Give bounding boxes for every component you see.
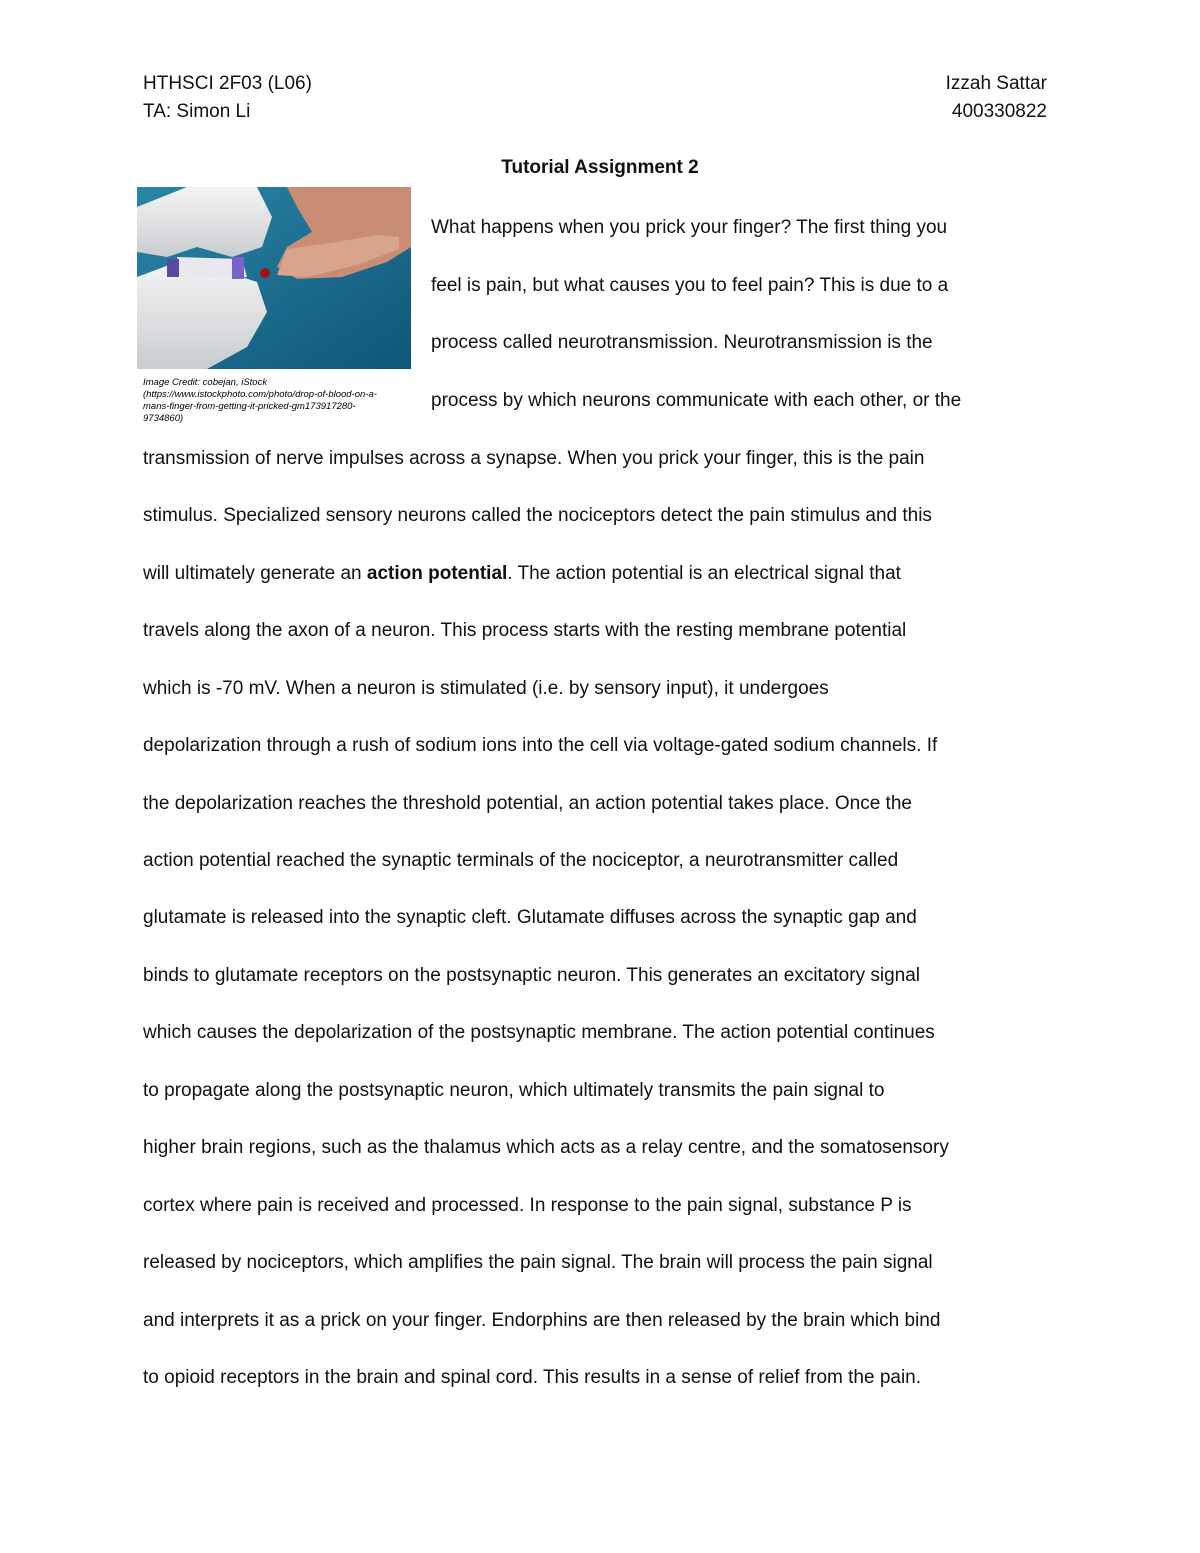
- body-line-20: and interprets it as a prick on your finger. Endorphins are then released by the brain which bind: [143, 1310, 941, 1331]
- ta-name: TA: Simon Li: [143, 101, 251, 122]
- body-line-21: to opioid receptors in the brain and spinal cord. This results in a sense of relief from the pain.: [143, 1367, 922, 1388]
- finger-prick-photo: [137, 187, 411, 369]
- body-line-7-end: . The action potential is an electrical signal that: [507, 563, 901, 584]
- body-line-5: transmission of nerve impulses across a synapse. When you prick your finger, this is the pain: [143, 448, 925, 469]
- bold-term-action-potential: action potential: [366, 563, 508, 584]
- body-line-2: feel is pain, but what causes you to feel pain? This is due to a: [431, 275, 949, 296]
- student-number: 400330822: [951, 101, 1047, 122]
- body-line-11: the depolarization reaches the threshold potential, an action potential takes place. Once the: [143, 793, 912, 814]
- student-name: Izzah Sattar: [945, 73, 1047, 94]
- body-line-14: binds to glutamate receptors on the postsynaptic neuron. This generates an excitatory signal: [143, 965, 920, 986]
- header-right: [946, 70, 1047, 126]
- image-caption: Image Credit: cobejan, iStock (https://www.istockphoto.com/photo/drop-of-blood-on-a-mans-finger-from-getting-it-pricked-gm173917280-9734860): [143, 377, 377, 424]
- body-line-7-start: will ultimately generate an: [143, 563, 362, 584]
- course-code: HTHSCI 2F03 (L06): [143, 73, 312, 94]
- body-line-15: which causes the depolarization of the postsynaptic membrane. The action potential continues: [143, 1022, 935, 1043]
- body-line-3: process called neurotransmission. Neurotransmission is the: [431, 332, 933, 353]
- body-line-6: stimulus. Specialized sensory neurons called the nociceptors detect the pain stimulus and this: [143, 505, 932, 526]
- body-line-19: released by nociceptors, which amplifies the pain signal. The brain will process the pain signal: [143, 1252, 933, 1273]
- body-line-12: action potential reached the synaptic terminals of the nociceptor, a neurotransmitter called: [143, 850, 899, 871]
- body-line-1: What happens when you prick your finger? The first thing you: [431, 217, 948, 238]
- page-title: Tutorial Assignment 2: [501, 157, 699, 178]
- body-line-9: which is -70 mV. When a neuron is stimulated (i.e. by sensory input), it undergoes: [143, 678, 829, 699]
- body-line-7: [143, 562, 901, 586]
- body-line-8: travels along the axon of a neuron. This process starts with the resting membrane potential: [143, 620, 907, 641]
- body-line-18: cortex where pain is received and processed. In response to the pain signal, substance P is: [143, 1195, 912, 1216]
- body-line-17: higher brain regions, such as the thalamus which acts as a relay centre, and the somatosensory: [143, 1137, 949, 1158]
- body-line-10: depolarization through a rush of sodium ions into the cell via voltage-gated sodium channels. If: [143, 735, 938, 756]
- finger-prick-illustration: [137, 187, 411, 369]
- header-left: [143, 70, 312, 126]
- body-line-4: process by which neurons communicate with each other, or the: [431, 390, 962, 411]
- body-line-13: glutamate is released into the synaptic cleft. Glutamate diffuses across the synaptic gap and: [143, 907, 917, 928]
- body-line-16: to propagate along the postsynaptic neuron, which ultimately transmits the pain signal to: [143, 1080, 885, 1101]
